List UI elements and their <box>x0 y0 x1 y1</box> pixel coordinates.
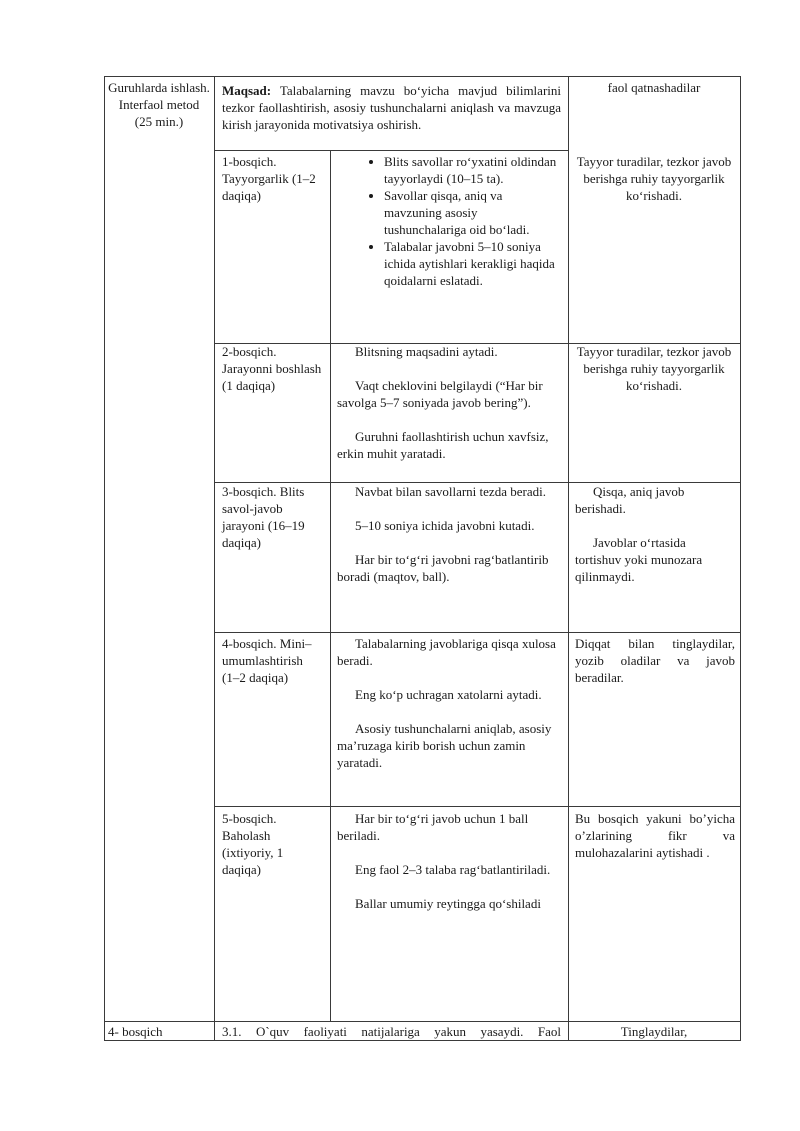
list-item: Asosiy tushunchalarni aniqlab, asosiy ma’ruzaga kirib borish uchun zamin yaratadi. <box>337 721 552 770</box>
goal-text: Talabalarning mavzu bo‘yicha mavjud bilimlarini tezkor faollashtirish, asosiy tushunchalarni aniqlash va mavzuga kirish jarayonida motivatsiya oshirish. <box>222 83 561 132</box>
stage-5-teacher <box>337 810 563 912</box>
method-name: Guruhlarda ishlash.Interfaol metod <box>108 80 210 112</box>
list-item: 5–10 soniya ichida javobni kutadi. <box>355 518 535 533</box>
stage-5-students: Bu bosqich yakuni bo’yicha o’zlarining fikr va mulohazalarini aytishadi . <box>575 811 735 860</box>
table-rule <box>214 806 740 807</box>
list-item: Blitsning maqsadini aytadi. <box>355 344 498 359</box>
stage-2-students: Tayyor turadilar, tezkor javob berishga ruhiy tayyorgarlik ko‘rishadi. <box>576 344 732 393</box>
table-rule <box>214 632 740 633</box>
list-item: Navbat bilan savollarni tezda beradi. <box>355 484 546 499</box>
stage-2-title: 2-bosqich. Jarayonni boshlash (1 daqiqa) <box>222 344 322 393</box>
table-border-top <box>104 76 740 77</box>
goal-students: faol qatnashadilar <box>607 80 701 95</box>
list-item: • Savollar qisqa, aniq va mavzuning asosiy tushunchalariga oid bo‘ladi. <box>384 187 563 238</box>
method-duration: (25 min.) <box>134 114 184 129</box>
stage-1-students: Tayyor turadilar, tezkor javob berishga ruhiy tayyorgarlik ko‘rishadi. <box>576 154 732 203</box>
method-cell <box>106 79 212 130</box>
stage-3-teacher <box>337 483 563 585</box>
table-rule <box>214 150 568 151</box>
list-item: Talabalarning javoblariga qisqa xulosa beradi. <box>337 636 556 668</box>
stage-1-title: 1-bosqich. Tayyorgarlik (1–2 daqiqa) <box>222 154 316 203</box>
table-border-bottom <box>104 1040 740 1041</box>
table-rule <box>104 1021 740 1022</box>
list-item: Vaqt cheklovini belgilaydi (“Har bir savolga 5–7 soniyada javob bering”). <box>337 378 543 410</box>
stage-3-title: 3-bosqich. Blits savol-javob jarayoni (16–19 daqiqa) <box>222 484 305 550</box>
goal-students-cell <box>572 79 736 96</box>
table-rule-vertical <box>568 76 569 1041</box>
list-item: Ballar umumiy reytingga qo‘shiladi <box>355 896 541 911</box>
table-border-right <box>740 76 741 1041</box>
stage-4-students: Diqqat bilan tinglaydilar, yozib oladilar va javob beradilar. <box>575 636 735 685</box>
goal-cell <box>222 82 561 133</box>
stage-4-teacher <box>337 635 563 771</box>
list-item: Guruhni faollashtirish uchun xavfsiz, erkin muhit yaratadi. <box>337 429 549 461</box>
stage-3-students <box>575 483 735 585</box>
list-item: Javoblar o‘rtasida tortishuv yoki munozara qilinmaydi. <box>575 535 703 584</box>
stage-4-title: 4-bosqich. Mini–umumlashtirish (1–2 daqiqa) <box>222 636 312 685</box>
list-item: Eng ko‘p uchragan xatolarni aytadi. <box>355 687 542 702</box>
next-stage-teacher: 3.1. O`quv faoliyati natijalariga yakun yasaydi. Faol <box>222 1024 561 1039</box>
list-item: Qisqa, aniq javob berishadi. <box>575 484 685 516</box>
stage-1-teacher <box>358 153 563 289</box>
next-stage-students: Tinglaydilar, <box>620 1024 688 1039</box>
list-item: Har bir to‘g‘ri javobni rag‘batlantirib boradi (maqtov, ball). <box>337 552 549 584</box>
table-rule-vertical <box>330 150 331 1022</box>
list-item: • Talabalar javobni 5–10 soniya ichida aytishlari kerakligi haqida qoidalarni eslatadi. <box>384 238 563 289</box>
next-stage-label: 4- bosqich <box>108 1024 163 1039</box>
table-border-left <box>104 76 105 1041</box>
stage-2-teacher <box>337 343 563 462</box>
table-rule-vertical <box>214 76 215 1041</box>
list-item: Har bir to‘g‘ri javob uchun 1 ball beriladi. <box>337 811 529 843</box>
list-item: Eng faol 2–3 talaba rag‘batlantiriladi. <box>355 862 551 877</box>
stage-5-title: 5-bosqich. Baholash (ixtiyoriy, 1 daqiqa) <box>222 811 284 877</box>
goal-label: Maqsad: <box>222 83 272 98</box>
list-item: • Blits savollar ro‘yxatini oldindan tayyorlaydi (10–15 ta). <box>384 153 563 187</box>
